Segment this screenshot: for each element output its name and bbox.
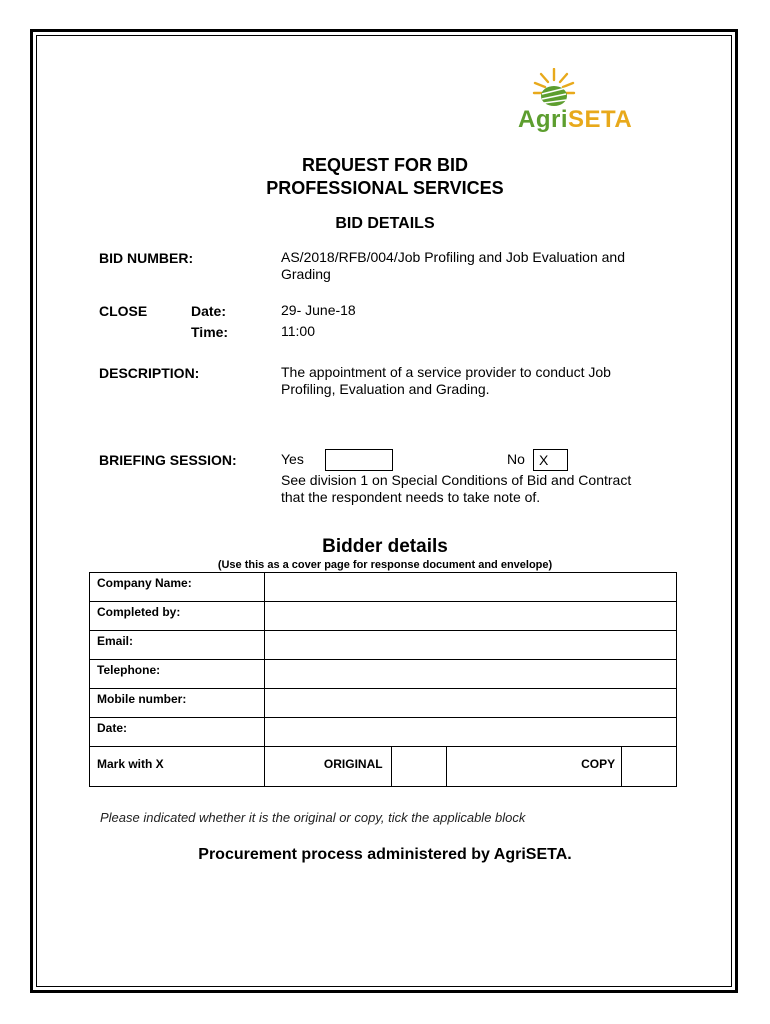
agriseta-logo: [512, 68, 662, 138]
table-row: [90, 660, 677, 689]
briefing-no-label: No: [507, 451, 525, 467]
company-name-label: Company Name:: [90, 573, 265, 602]
bidder-details-subtitle: (Use this as a cover page for response document and envelope): [217, 559, 553, 571]
table-row: [90, 689, 677, 718]
email-field[interactable]: [264, 631, 676, 660]
table-row: [90, 718, 677, 747]
bidder-details-title: Bidder details: [322, 536, 448, 557]
copy-mark-box[interactable]: [622, 747, 677, 787]
logo-wordmark: [518, 106, 632, 134]
briefing-note-line1: See division 1 on Special Conditions of Bid and Contract: [281, 472, 632, 488]
description-line2: Profiling, Evaluation and Grading.: [281, 381, 490, 397]
sun-field-icon: [512, 68, 662, 108]
briefing-yes-box[interactable]: [325, 449, 393, 471]
section-bid-details: BID DETAILS: [335, 215, 435, 232]
time-value: 11:00: [281, 323, 315, 339]
briefing-note-line2: that the respondent needs to take note of.: [281, 489, 541, 505]
logo-text-seta: SETA: [568, 106, 633, 133]
logo-text-agri: Agri: [518, 106, 568, 133]
mobile-number-field[interactable]: [264, 689, 676, 718]
briefing-no-box[interactable]: X: [533, 449, 568, 471]
mark-with-x-label: Mark with X: [90, 747, 265, 787]
date-row-label: Date:: [90, 718, 265, 747]
briefing-session-label: BRIEFING SESSION:: [99, 452, 237, 468]
telephone-label: Telephone:: [90, 660, 265, 689]
title-line2: PROFESSIONAL SERVICES: [266, 178, 504, 198]
original-mark-box[interactable]: [391, 747, 447, 787]
time-label: Time:: [191, 324, 229, 340]
table-row: [90, 747, 677, 787]
email-label: Email:: [90, 631, 265, 660]
table-row: [90, 631, 677, 660]
description-label: DESCRIPTION:: [99, 365, 200, 381]
footer-statement: Procurement process administered by AgriSETA.: [198, 846, 572, 863]
copy-label: COPY: [447, 747, 622, 787]
original-label: ORIGINAL: [264, 747, 391, 787]
mobile-number-label: Mobile number:: [90, 689, 265, 718]
date-value: 29- June-18: [281, 302, 356, 318]
table-row: [90, 573, 677, 602]
date-field[interactable]: [264, 718, 676, 747]
date-label: Date:: [191, 303, 227, 319]
telephone-field[interactable]: [264, 660, 676, 689]
instruction-note: Please indicated whether it is the original or copy, tick the applicable block: [100, 810, 526, 825]
bid-number-value-line2: Grading: [281, 266, 331, 282]
completed-by-field[interactable]: [264, 602, 676, 631]
company-name-field[interactable]: [264, 573, 676, 602]
bid-number-value-line1: AS/2018/RFB/004/Job Profiling and Job Evaluation and: [281, 249, 626, 265]
briefing-yes-label: Yes: [281, 451, 304, 467]
bid-number-label: BID NUMBER:: [99, 250, 194, 266]
table-row: [90, 602, 677, 631]
description-line1: The appointment of a service provider to conduct Job: [281, 364, 611, 380]
bidder-details-table: [89, 572, 677, 787]
completed-by-label: Completed by:: [90, 602, 265, 631]
title-line1: REQUEST FOR BID: [301, 155, 468, 175]
close-label: CLOSE: [99, 303, 148, 319]
